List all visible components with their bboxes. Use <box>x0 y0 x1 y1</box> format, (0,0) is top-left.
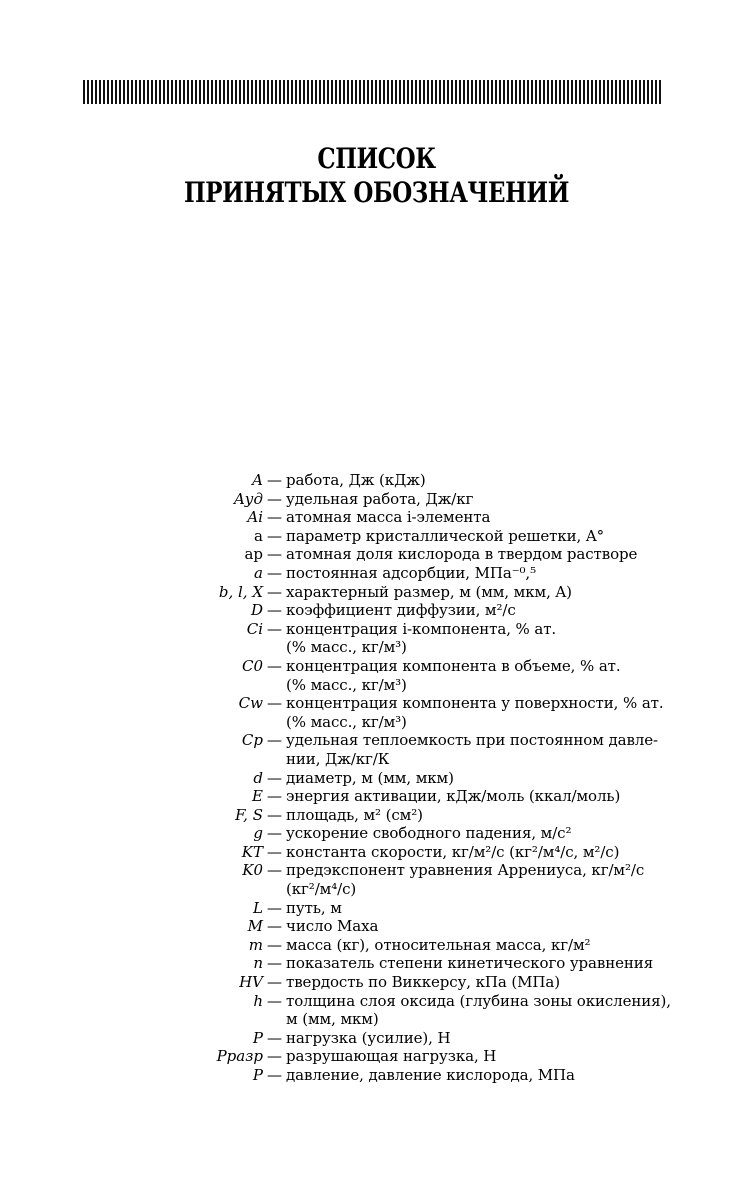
notation-description: толщина слоя оксида (глубина зоны окисления), м (мм, мкм) <box>286 991 671 1029</box>
notation-dash: — <box>267 601 282 620</box>
notation-dash: — <box>267 563 282 582</box>
notation-entry <box>160 527 680 546</box>
notation-dash: — <box>267 694 282 713</box>
notation-symbol: a <box>254 526 263 545</box>
decorative-hatched-rule <box>83 80 663 104</box>
notation-description: удельная работа, Дж/кг <box>286 489 474 508</box>
notation-entry <box>160 694 680 731</box>
notation-dash: — <box>267 973 282 992</box>
notation-entry <box>160 620 680 657</box>
notation-description: разрушающая нагрузка, Н <box>286 1047 497 1066</box>
notation-description: параметр кристаллической решетки, A° <box>286 526 604 545</box>
notation-description: атомная доля кислорода в твердом растворе <box>286 545 638 564</box>
notation-dash: — <box>267 1047 282 1066</box>
notation-symbol: D <box>250 601 263 620</box>
notation-dash: — <box>267 805 282 824</box>
notation-entry <box>160 490 680 509</box>
notation-dash: — <box>267 768 282 787</box>
notation-list <box>160 471 680 1085</box>
notation-entry <box>160 843 680 862</box>
notation-symbol: C0 <box>241 656 263 675</box>
notation-description: предэкспонент уравнения Аррениуса, кг/м²/с (кг²/м⁴/с) <box>286 861 645 899</box>
notation-symbol: Pразр <box>216 1047 263 1066</box>
notation-dash: — <box>267 954 282 973</box>
notation-description: путь, м <box>286 898 342 917</box>
notation-entry <box>160 824 680 843</box>
notation-entry <box>160 508 680 527</box>
notation-description: показатель степени кинетического уравнения <box>286 954 654 973</box>
notation-entry <box>160 899 680 918</box>
notation-symbol: F, S <box>235 805 263 824</box>
notation-entry <box>160 601 680 620</box>
notation-entry <box>160 583 680 602</box>
notation-symbol: aр <box>244 545 263 564</box>
notation-dash: — <box>267 842 282 861</box>
notation-description: твердость по Виккерсу, кПа (МПа) <box>286 973 560 992</box>
notation-entry <box>160 564 680 583</box>
notation-description: атомная масса i-элемента <box>286 508 491 527</box>
notation-entry <box>160 973 680 992</box>
notation-description: диаметр, м (мм, мкм) <box>286 768 454 787</box>
notation-description: число Маха <box>286 917 379 936</box>
notation-symbol: Ci <box>246 619 263 638</box>
notation-entry <box>160 1047 680 1066</box>
notation-symbol: b, l, X <box>218 582 263 601</box>
notation-symbol: P <box>252 1066 263 1084</box>
notation-entry <box>160 954 680 973</box>
notation-dash: — <box>267 787 282 806</box>
notation-description: масса (кг), относительная масса, кг/м² <box>286 935 591 954</box>
notation-description: энергия активации, кДж/моль (ккал/моль) <box>286 787 621 806</box>
notation-description: площадь, м² (см²) <box>286 805 423 824</box>
notation-description: коэффициент диффузии, м²/с <box>286 601 516 620</box>
notation-entry <box>160 936 680 955</box>
notation-dash: — <box>267 935 282 954</box>
notation-dash: — <box>267 991 282 1010</box>
notation-description: концентрация компонента у поверхности, % ат. (% масс., кг/м³) <box>286 694 664 731</box>
notation-symbol: M <box>247 917 263 936</box>
notation-dash: — <box>267 824 282 843</box>
notation-entry <box>160 787 680 806</box>
notation-symbol: A <box>252 471 263 489</box>
notation-dash: — <box>267 508 282 527</box>
notation-symbol: K0 <box>242 861 263 880</box>
notation-dash: — <box>267 619 282 638</box>
notation-entry <box>160 471 680 490</box>
notation-dash: — <box>267 526 282 545</box>
notation-entry <box>160 769 680 788</box>
notation-dash: — <box>267 898 282 917</box>
notation-dash: — <box>267 489 282 508</box>
notation-symbol: HV <box>239 973 263 992</box>
notation-description: константа скорости, кг/м²/с (кг²/м⁴/с, м²/с) <box>286 842 620 861</box>
notation-dash: — <box>267 731 282 750</box>
notation-description: концентрация компонента в объеме, % ат. (% масс., кг/м³) <box>286 656 621 694</box>
notation-entry <box>160 731 680 768</box>
notation-symbol: m <box>248 935 263 954</box>
notation-description: ускорение свободного падения, м/с² <box>286 824 572 843</box>
notation-entry <box>160 1029 680 1048</box>
page-title <box>67 142 686 210</box>
notation-dash: — <box>267 1066 282 1084</box>
notation-entry <box>160 806 680 825</box>
notation-entry <box>160 917 680 936</box>
notation-description: давление, давление кислорода, МПа <box>286 1066 575 1084</box>
notation-dash: — <box>267 656 282 675</box>
notation-description: концентрация i-компонента, % ат. (% масс., кг/м³) <box>286 619 557 657</box>
notation-symbol: Aуд <box>233 489 263 508</box>
notation-dash: — <box>267 582 282 601</box>
notation-entry <box>160 545 680 564</box>
notation-symbol: h <box>253 991 263 1010</box>
notation-symbol: P <box>252 1028 263 1047</box>
notation-description: нагрузка (усилие), Н <box>286 1028 451 1047</box>
notation-symbol: Cw <box>238 694 263 713</box>
notation-entry <box>160 861 680 898</box>
notation-dash: — <box>267 471 282 489</box>
notation-description: характерный размер, м (мм, мкм, A) <box>286 582 572 601</box>
notation-symbol: Ai <box>247 508 263 527</box>
notation-symbol: E <box>252 787 263 806</box>
notation-symbol: g <box>253 824 263 843</box>
notation-description: постоянная адсорбции, МПа⁻⁰,⁵ <box>286 563 537 582</box>
notation-symbol: L <box>253 898 263 917</box>
notation-entry <box>160 992 680 1029</box>
page-title-line-1: СПИСОК <box>317 142 436 175</box>
notation-symbol: KT <box>241 842 263 861</box>
notation-symbol: d <box>253 768 263 787</box>
notation-dash: — <box>267 1028 282 1047</box>
notation-symbol: a <box>254 563 263 582</box>
notation-description: удельная теплоемкость при постоянном давле- нии, Дж/кг/К <box>286 731 658 768</box>
notation-entry <box>160 657 680 694</box>
notation-dash: — <box>267 545 282 564</box>
notation-symbol: n <box>253 954 263 973</box>
notation-dash: — <box>267 917 282 936</box>
notation-description: работа, Дж (кДж) <box>286 471 426 489</box>
notation-symbol: Cp <box>241 731 263 750</box>
notation-dash: — <box>267 861 282 880</box>
page-title-line-2: ПРИНЯТЫХ ОБОЗНАЧЕНИЙ <box>184 176 570 209</box>
notation-entry <box>160 1066 680 1085</box>
